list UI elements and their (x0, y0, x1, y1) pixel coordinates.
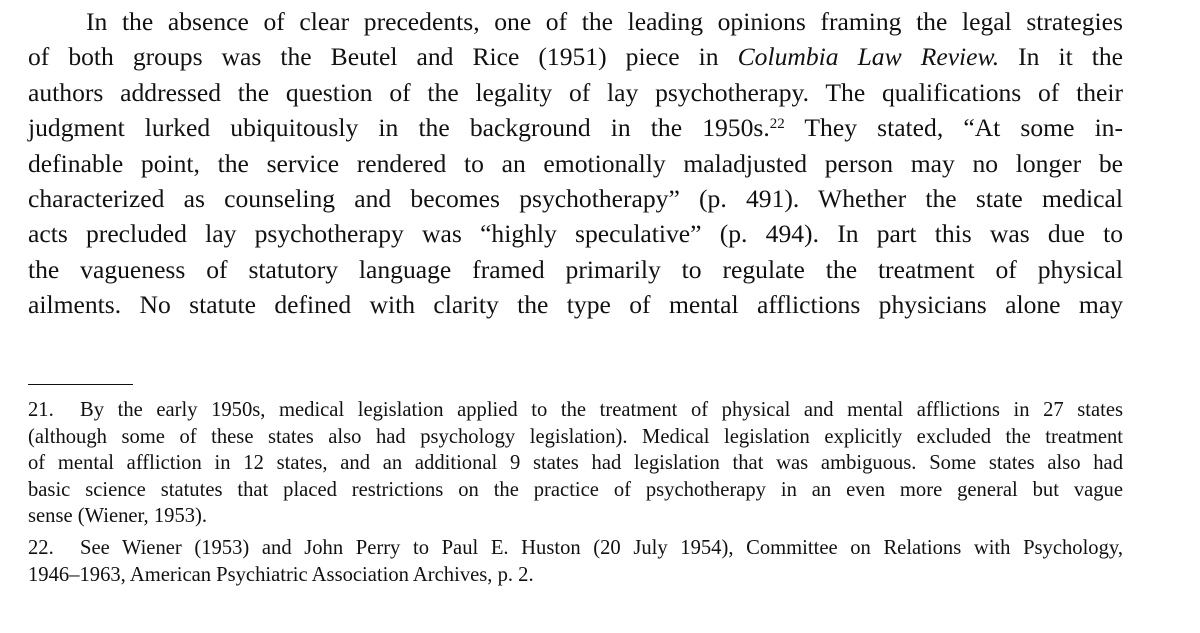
paragraph-line: ailments. No statute defined with clarity the type of mental afflictions physicians alone may (28, 290, 1123, 320)
paragraph-line: of both groups was the Beutel and Rice (1951) piece in Columbia Law Review. In it the (28, 42, 1123, 72)
paragraph-line: acts precluded lay psychotherapy was “highly speculative” (p. 494). In part this was due to (28, 219, 1123, 249)
footnote-number: 21. (28, 399, 54, 421)
footnote-line: of mental affliction in 12 states, and an additional 9 states had legislation that was ambiguous. Some states also had (28, 452, 1123, 474)
paragraph-line: the vagueness of statutory language framed primarily to regulate the treatment of physical (28, 254, 1123, 284)
paragraph-line: definable point, the service rendered to an emotionally maladjusted person may no longer be (28, 148, 1123, 178)
body-paragraph (28, 4, 1123, 323)
footnote-line: (although some of these states also had psychology legislation). Medical legislation explicitly excluded the treatment (28, 425, 1123, 448)
paragraph-line: In the absence of clear precedents, one of the leading opinions framing the legal strategies (86, 7, 1123, 36)
footnote-21 (28, 397, 1123, 530)
paragraph-line: judgment lurked ubiquitously in the background in the 1950s.$^{22}$ They stated, “At some in- (28, 113, 1123, 143)
footnote-line: 22. See Wiener (1953) and John Perry to Paul E. Huston (20 July 1954), Committee on Relations with Psychology, (28, 535, 1123, 562)
footnote-separator (28, 384, 133, 385)
footnote-line: basic science statutes that placed restrictions on the practice of psychotherapy in an even more general but vague (28, 478, 1123, 501)
footnote-22 (28, 535, 1123, 588)
footnote-line: 1946–1963, American Psychiatric Association Archives, p. 2. (28, 563, 534, 586)
paragraph-line: authors addressed the question of the legality of lay psychotherapy. The qualifications of their (28, 77, 1123, 107)
footnote-line: sense (Wiener, 1953). (28, 505, 208, 527)
footnote-reference[interactable]: 22 (769, 115, 785, 132)
journal-title: Columbia Law Review. (737, 42, 1000, 72)
footnote-line: 21. By the early 1950s, medical legislation applied to the treatment of physical and mental afflictions in 27 states (28, 397, 1123, 424)
footnote-number: 22. (28, 537, 54, 559)
paragraph-line: characterized as counseling and becomes psychotherapy” (p. 491). Whether the state medical (28, 184, 1123, 214)
